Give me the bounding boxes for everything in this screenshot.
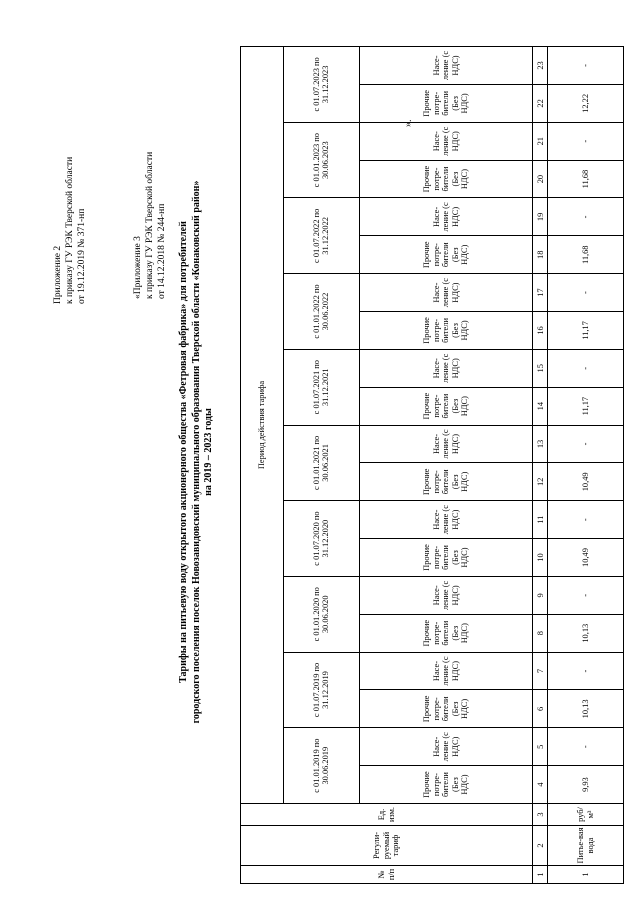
subheader-other-consumers: Прочие потре-бители (Без НДС) [359, 614, 533, 652]
row-unit: руб/м³ [548, 804, 624, 826]
period-header: с 01.01.2022 по 30.06.2022 [283, 274, 359, 350]
tariff-value-cell: - [548, 198, 624, 236]
column-number: 5 [533, 728, 548, 766]
header-unit: Ед. изм. [241, 804, 533, 826]
subheader-population: Насе-ление (с НДС) [359, 122, 533, 160]
column-number: 8 [533, 614, 548, 652]
subheader-population: Насе-ление (с НДС) [359, 501, 533, 539]
closing-quote: ». [403, 119, 414, 127]
column-number: 17 [533, 274, 548, 312]
period-header: с 01.01.2023 по 30.06.2023 [283, 122, 359, 198]
column-number: 4 [533, 766, 548, 804]
tariff-value-cell: - [548, 652, 624, 690]
subheader-population: Насе-ление (с НДС) [359, 652, 533, 690]
column-number: 21 [533, 122, 548, 160]
subheader-population: Насе-ление (с НДС) [359, 576, 533, 614]
tariff-value-cell: 12,22 [548, 84, 624, 122]
subheader-population: Насе-ление (с НДС) [359, 198, 533, 236]
subheader-population: Насе-ление (с НДС) [359, 425, 533, 463]
column-number: 10 [533, 539, 548, 577]
appendix-3-header [132, 59, 168, 299]
subheader-other-consumers: Прочие потре-бители (Без НДС) [359, 387, 533, 425]
document-title [178, 0, 216, 904]
tariff-value-cell: - [548, 728, 624, 766]
column-number: 20 [533, 160, 548, 198]
column-number: 1 [533, 866, 548, 884]
appendix-2-header [52, 64, 88, 304]
tariff-value-cell: 10,13 [548, 690, 624, 728]
appendix-3-line-3: от 14.12.2018 № 244-нп [157, 203, 167, 299]
column-number: 12 [533, 463, 548, 501]
subheader-other-consumers: Прочие потре-бители (Без НДС) [359, 84, 533, 122]
tariff-value-cell: - [548, 122, 624, 160]
column-number: 15 [533, 349, 548, 387]
period-header: с 01.01.2019 по 30.06.2019 [283, 728, 359, 804]
row-number: 1 [548, 866, 624, 884]
column-number: 19 [533, 198, 548, 236]
title-line-1: Тарифы на питьевую воду открытого акционерного общества «Фетровая фабрика» для потребителей [178, 221, 189, 683]
period-header: с 01.07.2021 по 31.12.2021 [283, 349, 359, 425]
tariff-value-cell: 10,49 [548, 463, 624, 501]
header-period: Период действия тарифа [241, 47, 284, 804]
table-column-numbers-row [533, 47, 548, 884]
column-number: 13 [533, 425, 548, 463]
tariff-value-cell: 10,13 [548, 614, 624, 652]
tariff-value-cell: 11,68 [548, 236, 624, 274]
period-header: с 01.01.2021 по 30.06.2021 [283, 425, 359, 501]
table-header-row-1 [241, 47, 284, 884]
column-number: 16 [533, 312, 548, 350]
period-header: с 01.07.2019 по 31.12.2019 [283, 652, 359, 728]
column-number: 6 [533, 690, 548, 728]
subheader-other-consumers: Прочие потре-бители (Без НДС) [359, 463, 533, 501]
column-number: 9 [533, 576, 548, 614]
column-number: 23 [533, 47, 548, 85]
column-number: 11 [533, 501, 548, 539]
appendix-3-line-1: «Приложение 3 [133, 236, 143, 299]
tariff-value-cell: - [548, 349, 624, 387]
period-header: с 01.07.2020 по 31.12.2020 [283, 501, 359, 577]
column-number: 7 [533, 652, 548, 690]
table-row [548, 47, 624, 884]
subheader-population: Насе-ление (с НДС) [359, 274, 533, 312]
subheader-other-consumers: Прочие потре-бители (Без НДС) [359, 766, 533, 804]
subheader-other-consumers: Прочие потре-бители (Без НДС) [359, 690, 533, 728]
subheader-other-consumers: Прочие потре-бители (Без НДС) [359, 312, 533, 350]
subheader-other-consumers: Прочие потре-бители (Без НДС) [359, 539, 533, 577]
header-tariff: Регули-руемый тариф [241, 826, 533, 866]
tariff-value-cell: 11,17 [548, 387, 624, 425]
table-header-row-periods [283, 47, 359, 884]
tariff-table [240, 46, 624, 884]
tariff-value-cell: - [548, 274, 624, 312]
tariff-value-cell: 11,17 [548, 312, 624, 350]
row-tariff-name: Питье-вая вода [548, 826, 624, 866]
tariff-value-cell: 10,49 [548, 539, 624, 577]
subheader-population: Насе-ление (с НДС) [359, 47, 533, 85]
title-line-3: на 2019 – 2023 годы [203, 408, 214, 496]
column-number: 14 [533, 387, 548, 425]
tariff-value-cell: - [548, 425, 624, 463]
period-header: с 01.01.2020 по 30.06.2020 [283, 576, 359, 652]
appendix-3-line-2: к приказу ГУ РЭК Тверской области [145, 151, 155, 299]
subheader-population: Насе-ление (с НДС) [359, 349, 533, 387]
subheader-other-consumers: Прочие потре-бители (Без НДС) [359, 160, 533, 198]
subheader-other-consumers: Прочие потре-бители (Без НДС) [359, 236, 533, 274]
column-number: 22 [533, 84, 548, 122]
tariff-value-cell: - [548, 47, 624, 85]
tariff-value-cell: 11,68 [548, 160, 624, 198]
period-header: с 01.07.2022 по 31.12.2022 [283, 198, 359, 274]
header-no: № п/п [241, 866, 533, 884]
title-line-2: городского поселения поселок Новозавидовский муниципального образования Тверской области «Конаковский район» [190, 180, 202, 724]
appendix-2-line-3: от 19.12.2019 № 371-нп [77, 208, 87, 304]
tariff-value-cell: - [548, 576, 624, 614]
appendix-2-line-1: Приложение 2 [53, 245, 63, 304]
column-number: 3 [533, 804, 548, 826]
subheader-population: Насе-ление (с НДС) [359, 728, 533, 766]
tariff-value-cell: 9,93 [548, 766, 624, 804]
column-number: 18 [533, 236, 548, 274]
column-number: 2 [533, 826, 548, 866]
period-header: с 01.07.2023 по 31.12.2023 [283, 47, 359, 123]
tariff-value-cell: - [548, 501, 624, 539]
appendix-2-line-2: к приказу ГУ РЭК Тверской области [65, 156, 75, 304]
table-header-row-subcolumns [359, 47, 533, 884]
